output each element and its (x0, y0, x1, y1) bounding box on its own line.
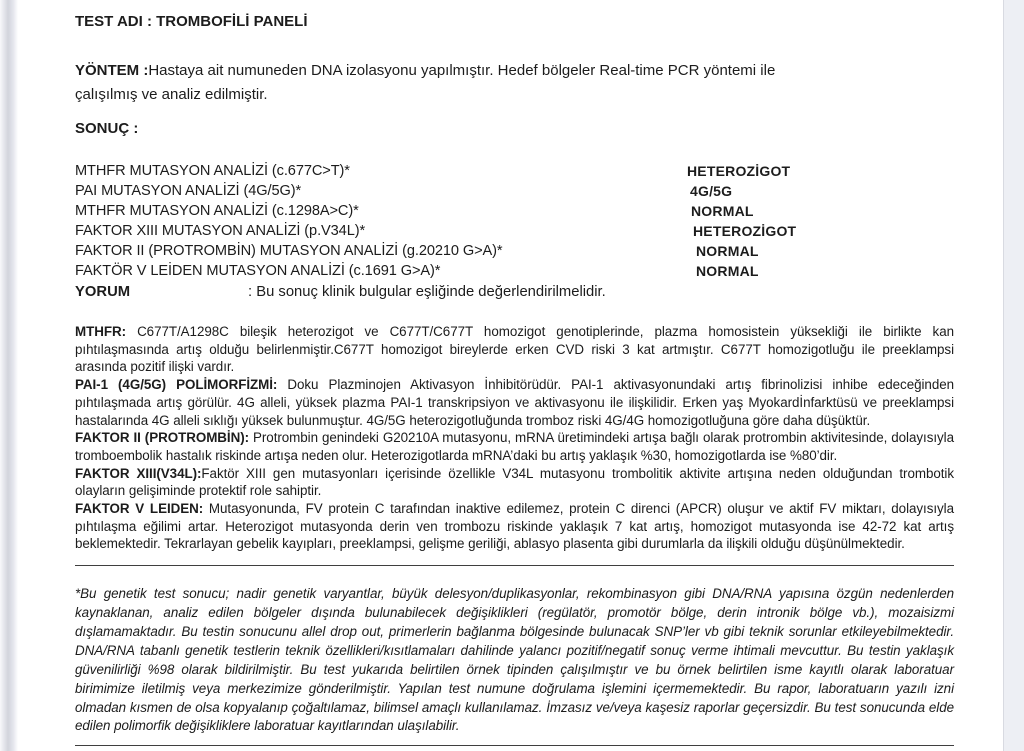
interpretation-text: Protrombin genindeki G20210A mutasyonu, mRNA üretimindeki artışa bağlı olarak protrombin aktivitesinde, dolayısıyla tromboembolik hastalık riskinde artışa neden olur. Heterozigotlarda mRNA’daki bu artış yaklaşık %30, homozigotlarda ise %80’dir. (75, 430, 954, 463)
results-table (75, 161, 954, 281)
comment-label: YORUM (75, 284, 131, 300)
comment-text: : Bu sonuç klinik bulgular eşliğinde değerlendirilmelidir. (248, 284, 606, 300)
interpretation-paragraph (75, 376, 954, 429)
interpretation-text: Doku Plazminojen Aktivasyon İnhibitörüdür. PAI-1 aktivasyonundaki artış fibrinolizisi inhibe edeceğinden pıhtılaşmada artış görülür. 4G alleli, yüksek plazma PAI-1 transkripsiyon ve aktivasyonu ile ilişkilidir. Erken yaş Myokardİnfarktüsü ve preeklampsi hastalarında 4G alleli sıklığı yüksek bulunmuştur. 4G/5G heterozigotluğunda tromboz riski 4G/4G homozigotluğuna göre daha düşüktür. (75, 377, 955, 428)
result-test-name: FAKTOR II (PROTROMBİN) MUTASYON ANALİZİ (g.20210 G>A)* (75, 243, 503, 259)
interpretation-paragraph (75, 500, 954, 553)
page-title: TEST ADI : TROMBOFİLİ PANELİ (75, 13, 308, 30)
interpretation-label: FAKTOR XIII(V34L): (75, 465, 202, 481)
interpretation-label: MTHFR: (75, 324, 127, 339)
result-test-name: FAKTÖR V LEİDEN MUTASYON ANALİZİ (c.1691 G>A)* (75, 263, 441, 279)
divider-line (75, 565, 954, 566)
table-row (75, 181, 954, 201)
result-value: 4G/5G (690, 183, 733, 199)
interpretation-text: C677T/A1298C bileşik heterozigot ve C677T/C677T homozigot genotiplerinde, plazma homosistein yüksekliği ile birlikte kan pıhtılaşmasında artış olduğu belirlenmiştir.C677T homozigot bireylerde erken CVD riski 3 kat artmıştır. C677T homozigotluğu ile preeklampsi arasında pozitif ilişki vardır. (75, 324, 954, 375)
page-right-edge[interactable] (1003, 0, 1024, 751)
interpretation-text: Mutasyonunda, FV protein C tarafından inaktive edilemez, protein C direnci (APCR) oluşur ve aktif FV miktarı, dolayısıyla pıhtılaşma eğilimi artar. Heterozigot mutasyonda derin ven trombozu riskinde yaklaşık 7 kat artış, homozigot mutasyonda ise 42-72 kat artış beklemektedir. Tekrarlayan gebelik kayıpları, preeklampsi, gelişme geriliği, ablasyo plasenta gibi durumlarla da ilişkili olduğu düşünülmektedir. (75, 501, 954, 552)
page-left-edge (0, 0, 18, 751)
result-section-label: SONUÇ : (75, 120, 139, 137)
result-test-name: MTHFR MUTASYON ANALİZİ (c.1298A>C)* (75, 203, 359, 219)
interpretation-text: Faktör XIII gen mutasyonları içerisinde özellikle V34L mutasyonu trombolitik aktivite artışına neden olduğundan trombotik olayların gelişiminde protektif role sahiptir. (75, 465, 954, 499)
result-value: NORMAL (696, 263, 759, 279)
table-row (75, 201, 954, 221)
result-value: HETEROZİGOT (693, 223, 797, 239)
table-row (75, 221, 954, 241)
interpretation-paragraph (75, 323, 954, 376)
interpretation-block (75, 323, 954, 553)
result-value: HETEROZİGOT (687, 163, 791, 179)
result-value: NORMAL (696, 243, 759, 259)
disclaimer-text: *Bu genetik test sonucu; nadir genetik varyantlar, büyük delesyon/duplikasyonlar, rekombinasyon gibi DNA/RNA yapısına özgün nedenlerden kaynaklanan, analiz edilen bölgeler dışında bulunabilecek değişiklikleri (regülatör, promotör bölge, derin intronik bölge vb.), mozaisizmi dışlamamaktadır. Bu testin sonucunu allel drop out, primerlerin bağlanma bölgesinde bulunacak SNP’ler vb gibi teknik sorunlar etkileyebilmektedir. DNA/RNA tabanlı genetik testlerin teknik özellikleri/kısıtlamaları dahilinde yalancı pozitif/negatif sonuç verme ihtimali mevcuttur. Bu testin yaklaşık güvenilirliği %98 olarak bildirilmiştir. Bu test yukarıda belirtilen örnek tipinden çalışılmıştır ve bu örnek belirtilen isme kayıtlı olarak laboratuar birimimize iletilmiş veya merkezimize gönderilmiştir. Yapılan test numune doğrulama işlemini içermemektedir. Bu rapor, laboratuarın yazılı izni olmadan kısmen de olsa kopyalanıp çoğaltılamaz, bilimsel amaçlı kullanılamaz. İmzasız ve/veya kaşesiz raporlar geçersizdir. Bu test sonucunda elde edilen polimorfik değişikliklere laboratuar kayıtlarından ulaşılabilir. (75, 586, 954, 734)
table-row (75, 161, 954, 181)
comment-row (75, 283, 954, 302)
interpretation-label: FAKTOR V LEIDEN: (75, 501, 204, 517)
result-test-name: PAI MUTASYON ANALİZİ (4G/5G)* (75, 183, 302, 199)
interpretation-label: FAKTOR II (PROTROMBİN): (75, 430, 250, 446)
interpretation-paragraph (75, 429, 954, 464)
interpretation-label: PAI-1 (4G/5G) POLİMORFİZMİ: (75, 377, 278, 393)
table-row (75, 241, 954, 261)
divider-line (75, 745, 954, 746)
method-section (75, 59, 807, 107)
table-row (75, 261, 954, 281)
report-page (18, 0, 1003, 751)
method-text: Hastaya ait numuneden DNA izolasyonu yapılmıştır. Hedef bölgeler Real-time PCR yöntemi ile çalışılmış ve analiz edilmiştir. (75, 62, 776, 103)
result-test-name: MTHFR MUTASYON ANALİZİ (c.677C>T)* (75, 163, 350, 179)
result-value: NORMAL (691, 203, 754, 219)
interpretation-paragraph (75, 465, 954, 500)
method-label: YÖNTEM : (75, 62, 149, 79)
result-test-name: FAKTOR XIII MUTASYON ANALİZİ (p.V34L)* (75, 223, 366, 239)
